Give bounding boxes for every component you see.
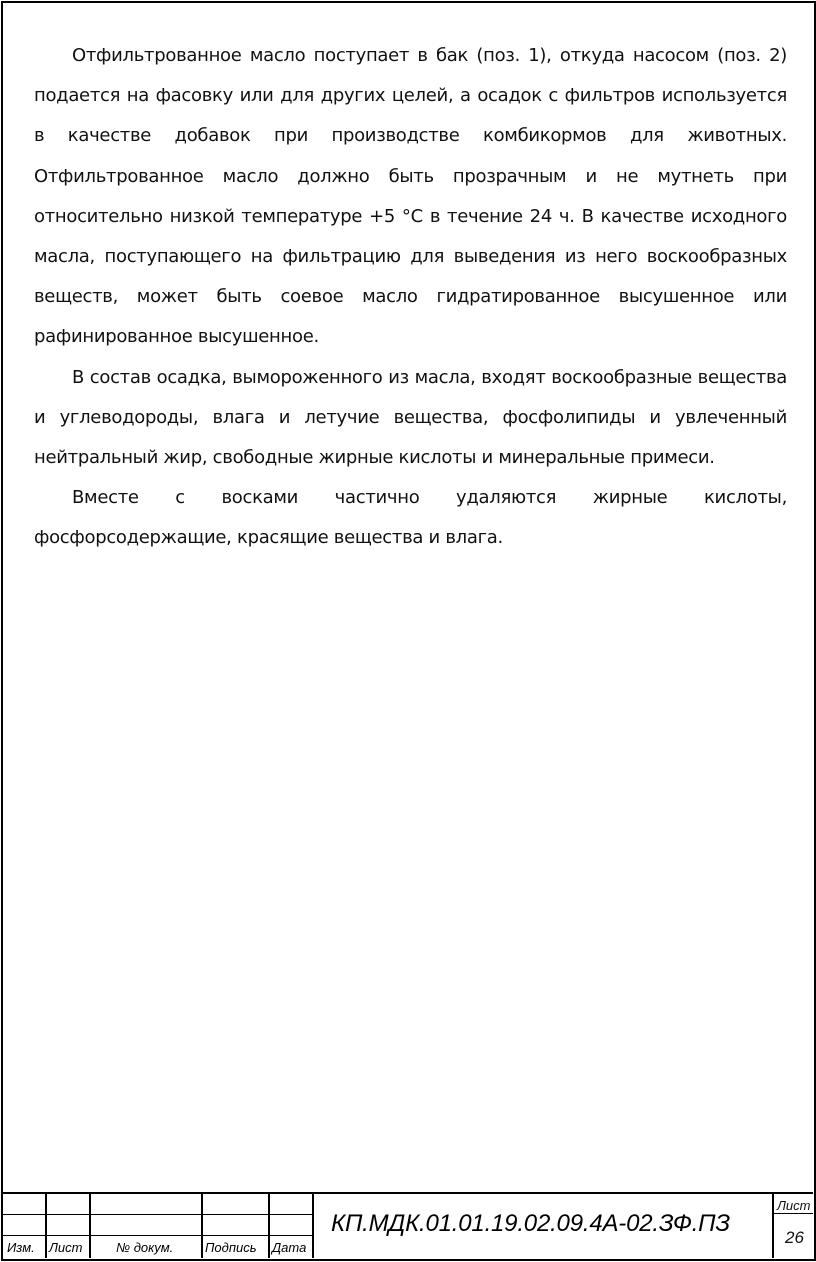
sheet-label: Лист [777, 1198, 811, 1213]
stamp-col-divider-5 [312, 1192, 314, 1258]
document-body [34, 36, 787, 559]
stamp-sheet-divider [773, 1213, 813, 1214]
sheet-number: 26 [785, 1228, 804, 1247]
stamp-col-divider-1 [45, 1192, 47, 1258]
paragraph-2: В состав осадка, вымороженного из масла, входят воскообразные вещества и углеводороды, влага и летучие вещества, фосфолипиды и увлеченный нейтральный жир, свободные жирные кислоты и минеральные примеси. [34, 366, 787, 469]
stamp-col-divider-3 [201, 1192, 203, 1258]
stamp-label-list: Лист [49, 1240, 83, 1255]
stamp-label-signature: Подпись [205, 1240, 257, 1255]
document-code: КП.МДК.01.01.19.02.09.4А-02.ЗФ.ПЗ [331, 1210, 730, 1237]
title-block [1, 1192, 816, 1260]
stamp-col-divider-2 [89, 1192, 91, 1258]
stamp-col-divider-4 [268, 1192, 270, 1258]
stamp-label-date: Дата [272, 1240, 307, 1255]
stamp-row-divider-1 [1, 1214, 313, 1215]
stamp-col-divider-6 [772, 1192, 774, 1258]
paragraph-1: Отфильтрованное масло поступает в бак (поз. 1), откуда насосом (поз. 2) подается на фасовку или для других целей, а осадок с фильтров используется в качестве добавок при производстве комбикормов для животных. Отфильтрованное масло должно быть прозрачным и не мутнеть при относительно низкой температуре +5 °С в течение 24 ч. В качестве исходного масла, поступающего на фильтрацию для выведения из него воскообразных веществ, может быть соевое масло гидратированное высушенное или рафинированное высушенное. [34, 45, 787, 348]
stamp-row-divider-2 [1, 1235, 313, 1236]
stamp-label-doc-num: № докум. [116, 1240, 174, 1255]
stamp-label-izm: Изм. [7, 1240, 35, 1255]
stamp-top-border [1, 1192, 813, 1194]
paragraph-3: Вместе с восками частично удаляются жирные кислоты, фосфорсодержащие, красящие вещества и влага. [34, 487, 787, 549]
